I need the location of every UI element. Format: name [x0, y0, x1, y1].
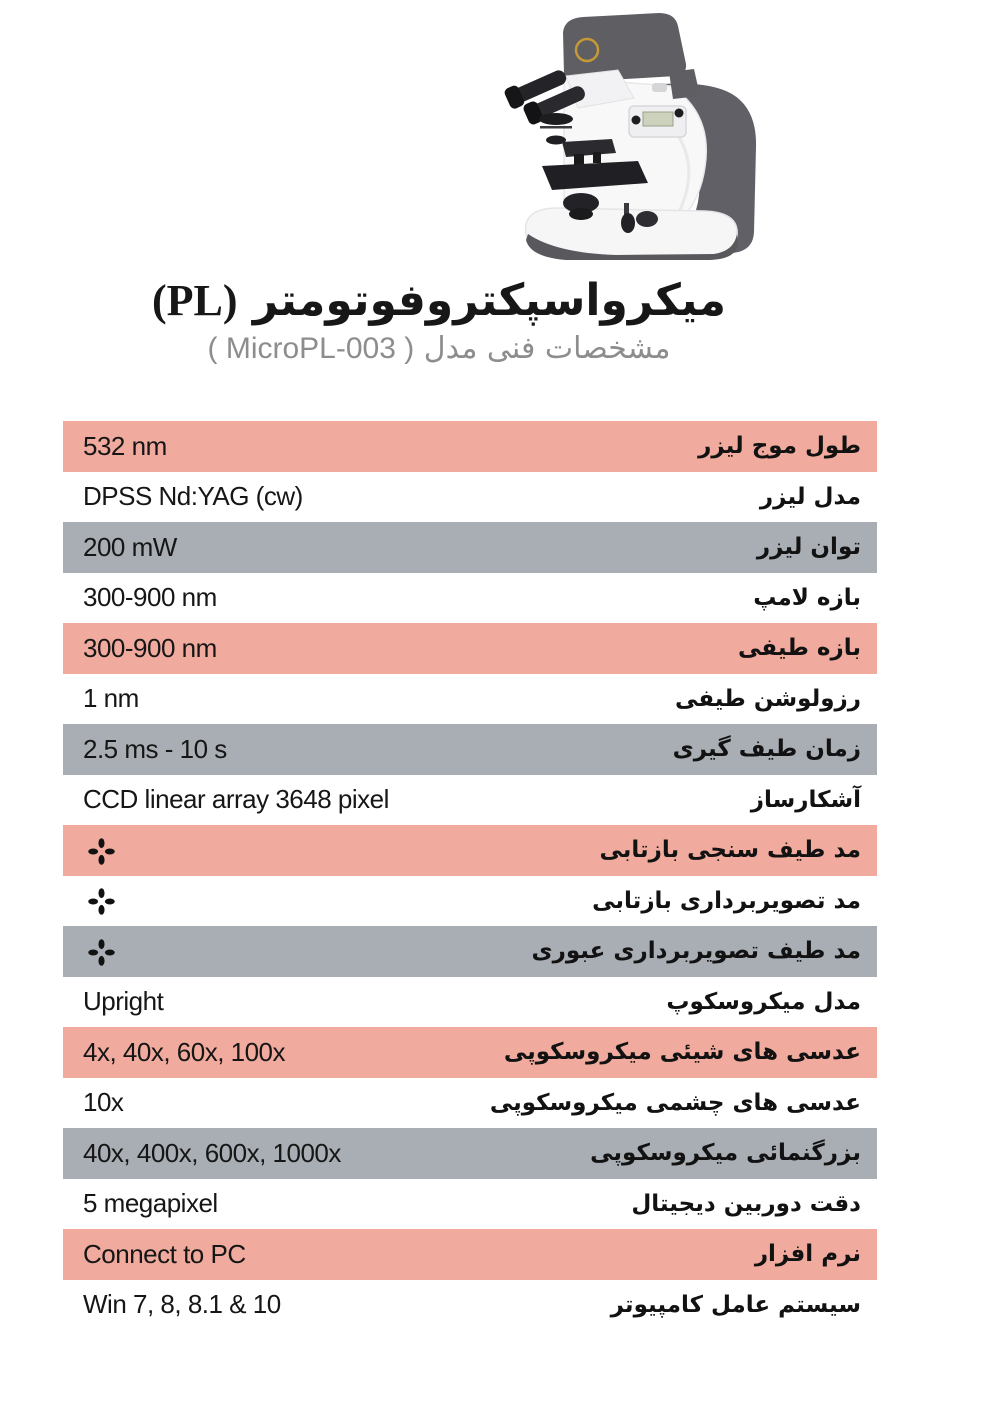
spec-row-reflective-imaging-mode: [63, 876, 877, 927]
spec-label: مد طیف تصویربرداری عبوری: [531, 938, 861, 965]
spec-label: بازه طیفی: [738, 635, 861, 662]
page-subtitle: [0, 331, 878, 367]
spec-row-eyepiece-lenses: [63, 1078, 877, 1129]
spec-row-acquisition-time: [63, 724, 877, 775]
spec-row-reflective-spectroscopy-mode: [63, 825, 877, 876]
page-subtitle-model: ( MicroPL-003 ): [207, 331, 415, 365]
spec-row-magnification: [63, 1128, 877, 1179]
spec-value: DPSS Nd:YAG (cw): [83, 481, 303, 512]
spec-label: مد طیف سنجی بازتابی: [599, 837, 861, 864]
spec-row-spectral-range: [63, 623, 877, 674]
spec-value: 300-900 nm: [83, 582, 217, 613]
spec-label: عدسی های شیئی میکروسکوپی: [503, 1039, 861, 1066]
four-petal-asterisk-icon: [88, 838, 115, 865]
spec-label: بزرگنمائی میکروسکوپی: [590, 1140, 861, 1167]
spec-value: [63, 937, 115, 966]
spec-row-lamp-range: [63, 573, 877, 624]
spec-value: [63, 886, 115, 915]
spec-value: 300-900 nm: [83, 632, 217, 663]
spec-value: Connect to PC: [83, 1238, 246, 1269]
page-title: [0, 276, 878, 327]
four-petal-asterisk-icon: [88, 939, 115, 966]
spec-label: سیستم عامل کامپیوتر: [610, 1291, 861, 1318]
spec-label: توان لیزر: [756, 534, 861, 561]
spec-value: 2.5 ms - 10 s: [83, 733, 227, 764]
spec-row-laser-wavelength: [63, 421, 877, 472]
spec-value: 4x, 40x, 60x, 100x: [83, 1036, 286, 1067]
spec-row-software: [63, 1229, 877, 1280]
spec-row-spectral-resolution: [63, 674, 877, 725]
spec-value: [63, 836, 115, 865]
spec-row-detector: [63, 775, 877, 826]
spec-label: طول موج لیزر: [698, 433, 861, 460]
spec-value: Win 7, 8, 8.1 & 10: [83, 1289, 281, 1320]
page-subtitle-persian: مشخصات فنی مدل: [423, 330, 671, 366]
spec-label: مدل لیزر: [759, 483, 861, 510]
microscope-product-image: [466, 6, 768, 276]
spec-label: نرم افزار: [754, 1241, 861, 1268]
spec-row-operating-system: [63, 1280, 877, 1331]
spec-value: 532 nm: [83, 430, 167, 461]
spec-row-transmission-imaging-mode: [63, 926, 877, 977]
four-petal-asterisk-icon: [88, 888, 115, 915]
page-title-latin: (PL): [151, 276, 238, 325]
title-block: [0, 276, 878, 367]
spec-label: رزولوشن طیفی: [674, 685, 861, 712]
spec-value: Upright: [83, 986, 164, 1017]
spec-row-laser-model: [63, 472, 877, 523]
spec-table: [63, 421, 877, 1330]
spec-value: 5 megapixel: [83, 1188, 218, 1219]
page-title-persian: میکرواسپکتروفوتومتر: [252, 275, 727, 326]
spec-label: مدل میکروسکوپ: [666, 988, 861, 1015]
spec-value: 10x: [83, 1087, 124, 1118]
spec-row-microscope-model: [63, 977, 877, 1028]
spec-value: 1 nm: [83, 683, 139, 714]
spec-label: زمان طیف گیری: [672, 736, 861, 763]
spec-row-laser-power: [63, 522, 877, 573]
spec-label: بازه لامپ: [753, 584, 861, 611]
spec-label: دقت دوربین دیجیتال: [631, 1190, 861, 1217]
spec-label: مد تصویربرداری بازتابی: [592, 887, 861, 914]
spec-value: 200 mW: [83, 531, 177, 562]
spec-value: CCD linear array 3648 pixel: [83, 784, 389, 815]
spec-value: 40x, 400x, 600x, 1000x: [83, 1137, 341, 1168]
microscope-illustration: [466, 6, 768, 276]
spec-row-camera-resolution: [63, 1179, 877, 1230]
spec-row-objective-lenses: [63, 1027, 877, 1078]
spec-label: عدسی های چشمی میکروسکوپی: [489, 1089, 861, 1116]
spec-label: آشکارساز: [750, 786, 861, 813]
